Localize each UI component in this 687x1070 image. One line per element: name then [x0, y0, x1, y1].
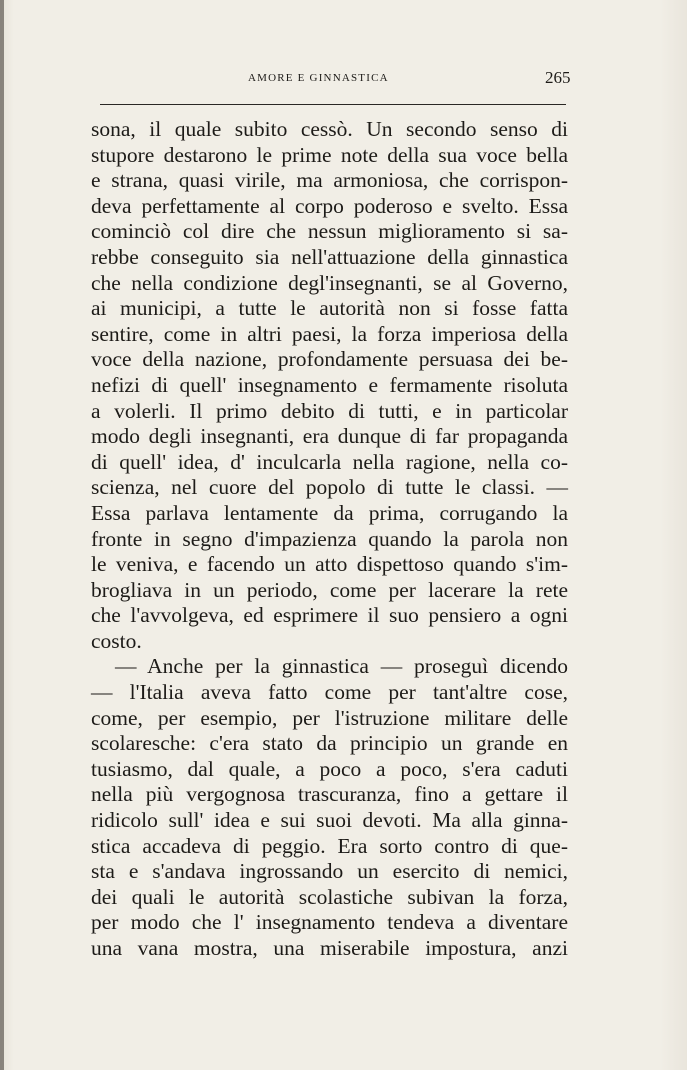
text-line: scolaresche: c'era stato da principio un grande en	[91, 731, 568, 756]
text-line: che l'avvolgeva, ed esprimere il suo pensiero a ogni	[91, 603, 568, 628]
text-line: tusiasmo, dal quale, a poco a poco, s'era caduti	[91, 756, 568, 781]
binding-edge	[0, 0, 4, 1070]
text-line: fronte in segno d'impazienza quando la parola non	[91, 526, 568, 551]
text-line: sona, il quale subito cessò. Un secondo senso di	[91, 117, 568, 141]
text-line: nefizi di quell' insegnamento e fermamente risoluta	[91, 372, 568, 397]
body-text	[91, 117, 568, 962]
text-line: per modo che l' insegnamento tendeva a diventare	[91, 910, 568, 935]
text-line: nella più vergognosa trascuranza, fino a gettare il	[91, 782, 568, 807]
text-line: a volerli. Il primo debito di tutti, e in particolar	[91, 398, 568, 423]
text-line: come, per esempio, per l'istruzione militare delle	[91, 705, 568, 730]
page-number: 265	[545, 68, 571, 87]
text-line: voce della nazione, profondamente persuasa dei be-	[91, 347, 568, 372]
running-title: AMORE E GINNASTICA	[248, 72, 389, 84]
text-line: ai municipi, a tutte le autorità non si fosse fatta	[91, 296, 568, 321]
header-rule	[100, 104, 566, 105]
text-line: stupore destarono le prime note della sua voce bella	[91, 142, 568, 167]
text-line: modo degli insegnanti, era dunque di far propaganda	[91, 424, 568, 449]
text-line: brogliava in un periodo, come per lacerare la rete	[91, 577, 568, 602]
text-line: costo.	[91, 628, 142, 653]
text-line: deva perfettamente al corpo poderoso e svelto. Essa	[91, 193, 568, 218]
text-line: Essa parlava lentamente da prima, corrugando la	[91, 500, 568, 525]
text-line: sentire, come in altri paesi, la forza imperiosa della	[91, 321, 568, 346]
text-line: rebbe conseguito sia nell'attuazione della ginnastica	[91, 244, 568, 269]
text-line: sta e s'andava ingrossando un esercito di nemici,	[91, 859, 568, 884]
text-line: scienza, nel cuore del popolo di tutte le classi. —	[91, 475, 568, 500]
text-line: ridicolo sull' idea e sui suoi devoti. Ma alla ginna-	[91, 808, 568, 833]
text-line: stica accadeva di peggio. Era sorto contro di que-	[91, 833, 568, 858]
text-line: — Anche per la ginnastica — proseguì dicendo	[115, 654, 568, 679]
running-head	[0, 68, 687, 92]
text-line: che nella condizione degl'insegnanti, se al Governo,	[91, 270, 568, 295]
text-line: una vana mostra, una miserabile impostura, anzi	[91, 936, 568, 960]
text-line: — l'Italia aveva fatto come per tant'altre cose,	[91, 680, 568, 705]
text-line: le veniva, e facendo un atto dispettoso quando s'im-	[91, 552, 568, 577]
text-line: dei quali le autorità scolastiche subivan la forza,	[91, 884, 568, 909]
text-line: cominciò col dire che nessun miglioramento si sa-	[91, 219, 568, 244]
text-line: e strana, quasi virile, ma armoniosa, che corrispon-	[91, 168, 568, 193]
text-line: di quell' idea, d' inculcarla nella ragione, nella co-	[91, 449, 568, 474]
